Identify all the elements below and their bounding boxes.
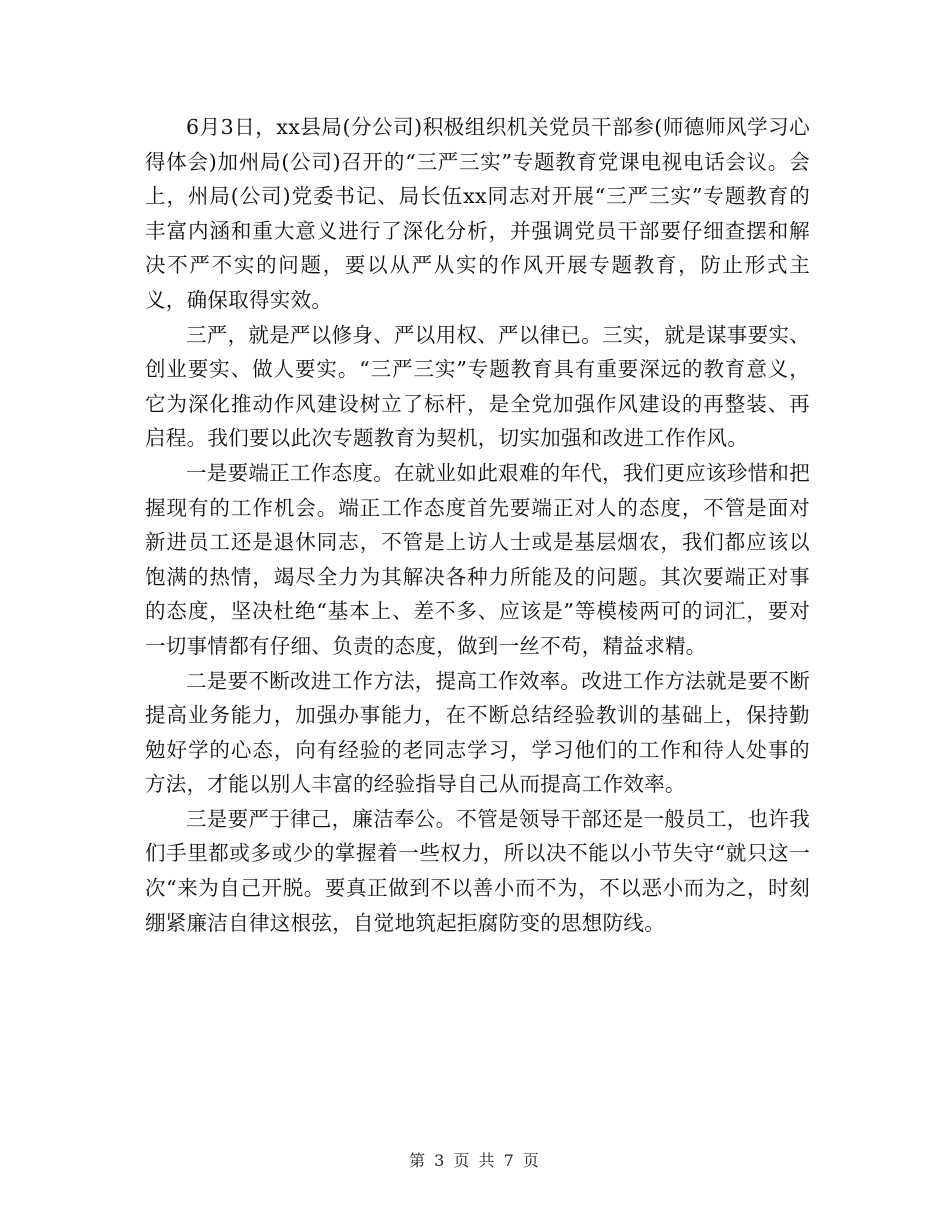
paragraph-3: 一是要端正工作态度。在就业如此艰难的年代，我们更应该珍惜和把握现有的工作机会。端正工作态度首先要端正对人的态度，不管是面对新进员工还是退休同志，不管是上访人士或是基层烟农，我们都应该以饱满的热情，竭尽全力为其解决各种力所能及的问题。其次要端正对事的态度，坚决杜绝“基本上、差不多、应该是”等模棱两可的词汇，要对一切事情都有仔细、负责的态度，做到一丝不苟，精益求精。	[145, 460, 810, 658]
document-body	[145, 110, 810, 940]
paragraph-4: 二是要不断改进工作方法，提高工作效率。改进工作方法就是要不断提高业务能力，加强办事能力，在不断总结经验教训的基础上，保持勤勉好学的心态，向有经验的老同志学习，学习他们的工作和待人处事的方法，才能以别人丰富的经验指导自己从而提高工作效率。	[145, 668, 810, 797]
paragraph-1: 6月3日，xx县局(分公司)积极组织机关党员干部参(师德师风学习心得体会)加州局(公司)召开的“三严三实”专题教育党课电视电话会议。会上，州局(公司)党委书记、局长伍xx同志对开展“三严三实”专题教育的丰富内涵和重大意义进行了深化分析，并强调党员干部要仔细查摆和解决不严不实的问题，要以从严从实的作风开展专题教育，防止形式主义，确保取得实效。	[145, 115, 810, 312]
paragraph-2: 三严，就是严以修身、严以用权、严以律已。三实，就是谋事要实、创业要实、做人要实。“三严三实”专题教育具有重要深远的教育意义，它为深化推动作风建设树立了标杆，是全党加强作风建设的再整装、再启程。我们要以此次专题教育为契机，切实加强和改进工作作风。	[145, 322, 810, 451]
paragraph-5: 三是要严于律己，廉洁奉公。不管是领导干部还是一般员工，也许我们手里都或多或少的掌握着一些权力，所以决不能以小节失守“就只这一次“来为自己开脱。要真正做到不以善小而不为，不以恶小而为之，时刻绷紧廉洁自律这根弦，自觉地筑起拒腐防变的思想防线。	[145, 806, 810, 935]
page-number-footer: 第 3 页 共 7 页	[409, 1151, 541, 1170]
